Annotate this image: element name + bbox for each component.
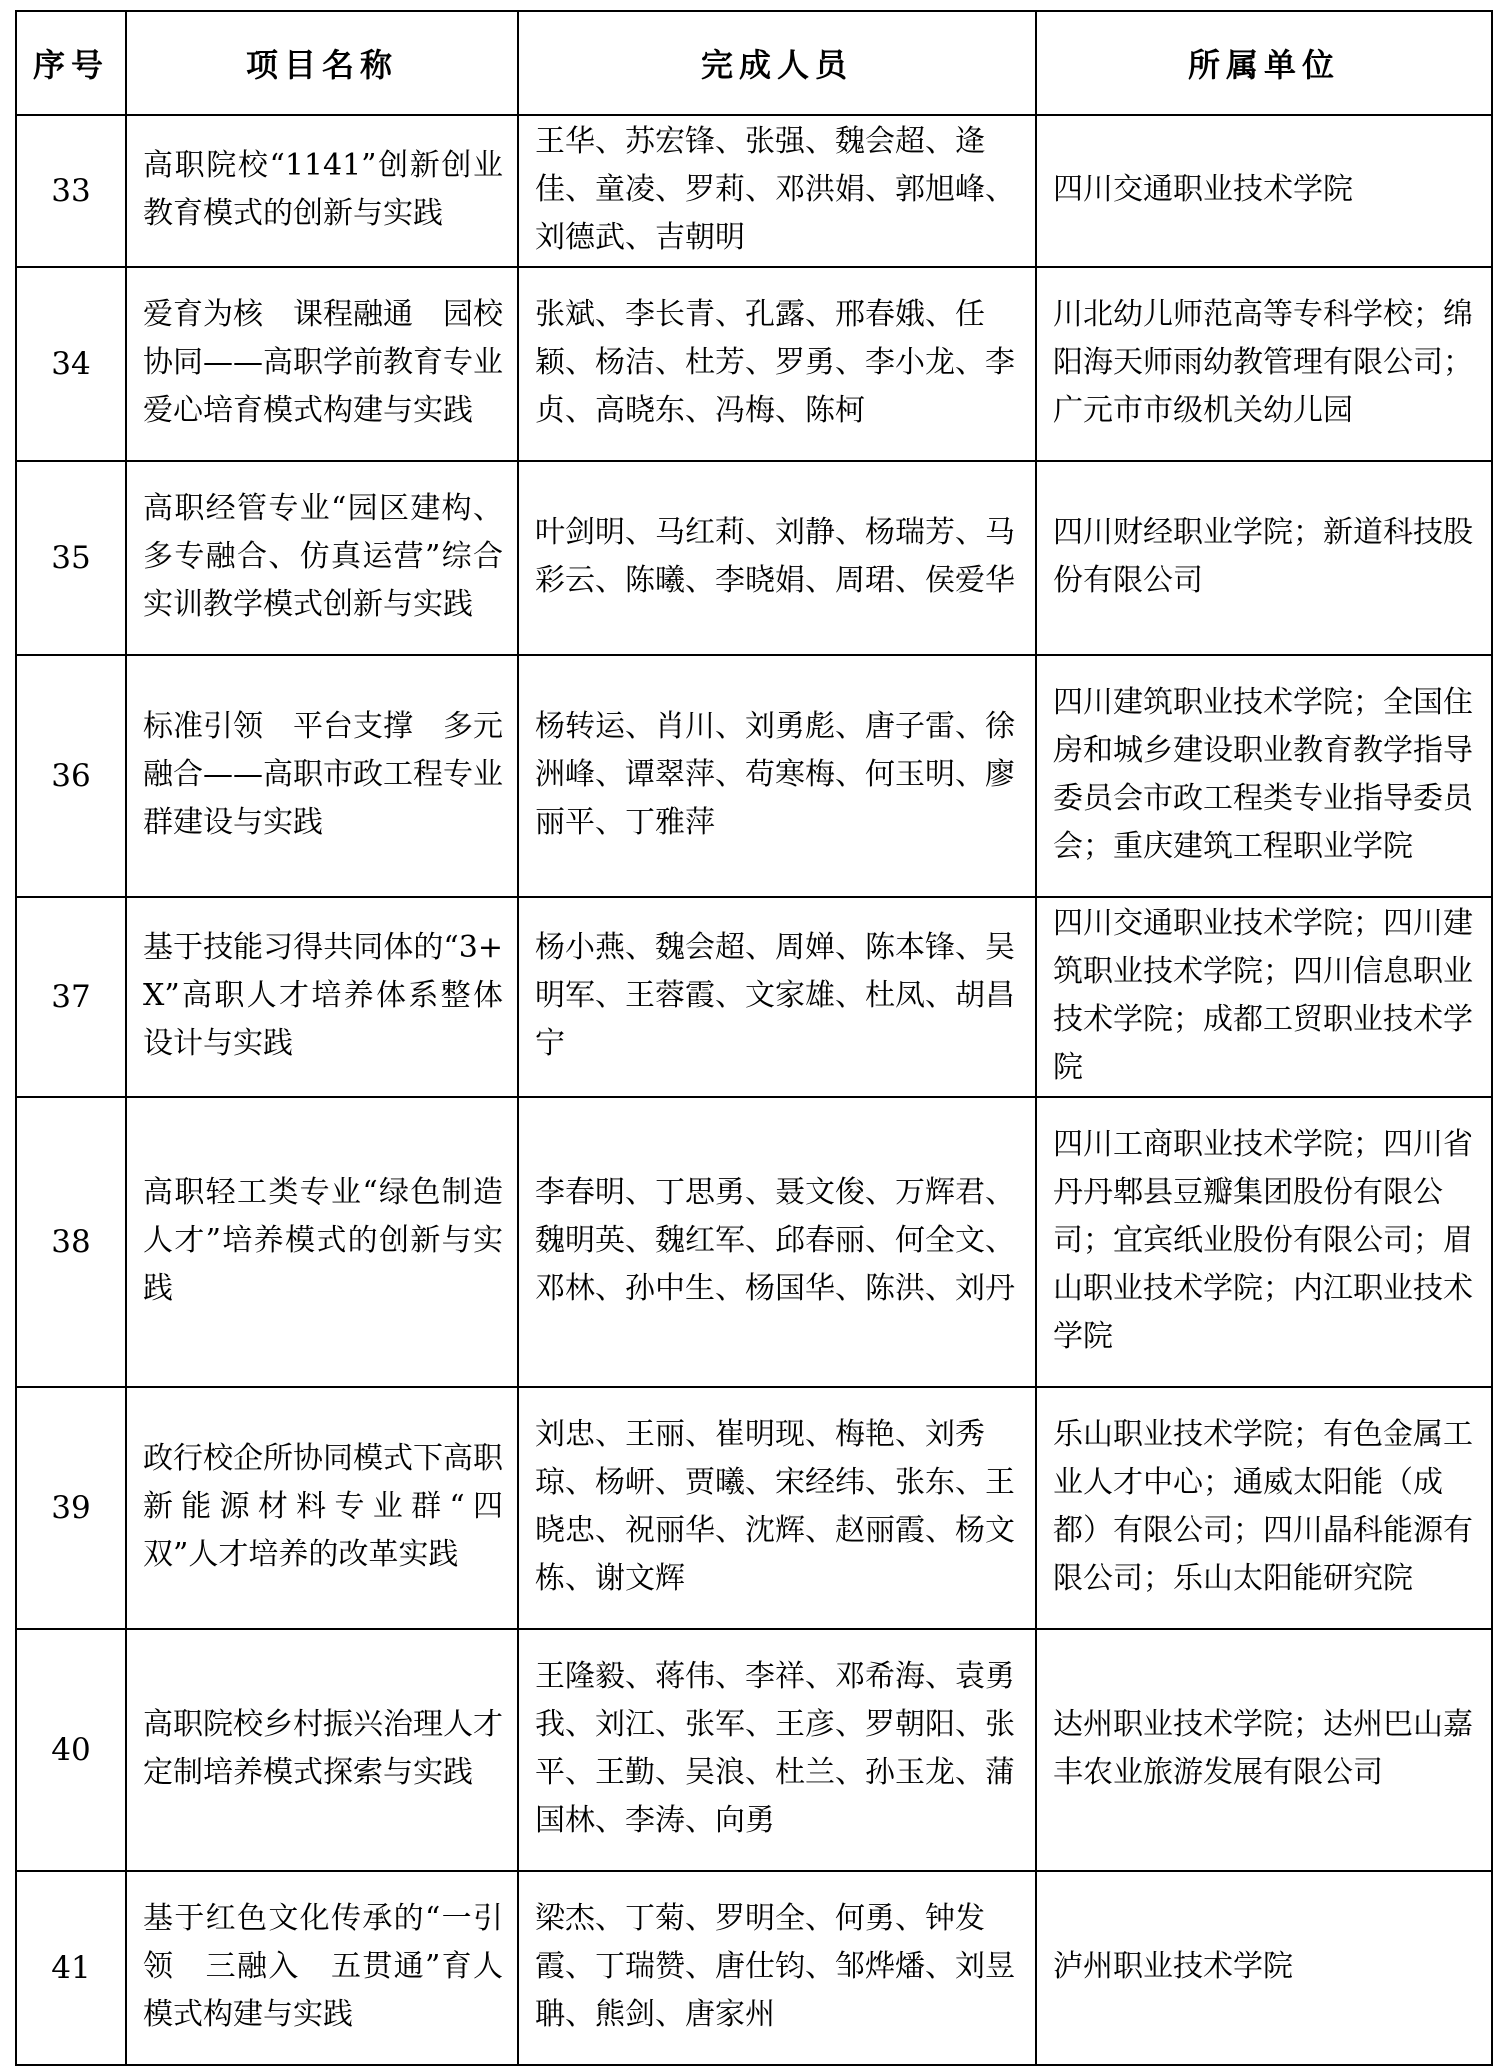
row-index: 36 [16,655,126,897]
header-members: 完成人员 [518,11,1036,115]
unit: 四川建筑职业技术学院；全国住房和城乡建设职业教育教学指导委员会市政工程类专业指导委员会；重庆建筑工程职业学院 [1036,655,1492,897]
project-name: 高职轻工类专业“绿色制造人才”培养模式的创新与实践 [126,1097,518,1387]
table-row [16,1097,1492,1387]
project-name: 爱育为核 课程融通 园校协同——高职学前教育专业爱心培育模式构建与实践 [126,267,518,461]
table-row [16,1629,1492,1871]
project-name: 政行校企所协同模式下高职新能源材料专业群“四双”人才培养的改革实践 [126,1387,518,1629]
unit: 四川交通职业技术学院；四川建筑职业技术学院；四川信息职业技术学院；成都工贸职业技术学院 [1036,897,1492,1097]
members: 李春明、丁思勇、聂文俊、万辉君、魏明英、魏红军、邱春丽、何全文、邓林、孙中生、杨国华、陈洪、刘丹 [518,1097,1036,1387]
table-row [16,897,1492,1097]
members: 杨小燕、魏会超、周婵、陈本锋、吴明军、王蓉霞、文家雄、杜凤、胡昌宁 [518,897,1036,1097]
unit: 四川工商职业技术学院；四川省丹丹郫县豆瓣集团股份有限公司；宜宾纸业股份有限公司；眉山职业技术学院；内江职业技术学院 [1036,1097,1492,1387]
members: 叶剑明、马红莉、刘静、杨瑞芳、马彩云、陈曦、李晓娟、周珺、侯爱华 [518,461,1036,655]
project-name: 基于技能习得共同体的“3+X”高职人才培养体系整体设计与实践 [126,897,518,1097]
header-project-name: 项目名称 [126,11,518,115]
row-index: 40 [16,1629,126,1871]
table-row [16,461,1492,655]
row-index: 38 [16,1097,126,1387]
header-row [16,11,1492,115]
project-name: 高职院校“1141”创新创业教育模式的创新与实践 [126,115,518,267]
table-row [16,1871,1492,2065]
members: 王华、苏宏锋、张强、魏会超、逄佳、童凌、罗莉、邓洪娟、郭旭峰、刘德武、吉朝明 [518,115,1036,267]
unit: 川北幼儿师范高等专科学校；绵阳海天师雨幼教管理有限公司；广元市市级机关幼儿园 [1036,267,1492,461]
row-index: 33 [16,115,126,267]
row-index: 37 [16,897,126,1097]
table-row [16,655,1492,897]
project-name: 高职经管专业“园区建构、多专融合、仿真运营”综合实训教学模式创新与实践 [126,461,518,655]
unit: 四川交通职业技术学院 [1036,115,1492,267]
table-row [16,267,1492,461]
members: 王隆毅、蒋伟、李祥、邓希海、袁勇我、刘江、张军、王彦、罗朝阳、张平、王勤、吴浪、杜兰、孙玉龙、蒲国林、李涛、向勇 [518,1629,1036,1871]
members: 梁杰、丁菊、罗明全、何勇、钟发霞、丁瑞赞、唐仕钧、邹烨燔、刘昱聃、熊剑、唐家州 [518,1871,1036,2065]
document-page [15,10,1491,2058]
table-row [16,115,1492,267]
unit: 乐山职业技术学院；有色金属工业人才中心；通威太阳能（成都）有限公司；四川晶科能源有限公司；乐山太阳能研究院 [1036,1387,1492,1629]
unit: 泸州职业技术学院 [1036,1871,1492,2065]
project-name: 标准引领 平台支撑 多元融合——高职市政工程专业群建设与实践 [126,655,518,897]
project-name: 高职院校乡村振兴治理人才定制培养模式探索与实践 [126,1629,518,1871]
members: 张斌、李长青、孔露、邢春娥、任颖、杨洁、杜芳、罗勇、李小龙、李贞、高晓东、冯梅、陈柯 [518,267,1036,461]
award-table [15,10,1493,2066]
table-row [16,1387,1492,1629]
members: 刘忠、王丽、崔明现、梅艳、刘秀琼、杨岍、贾曦、宋经纬、张东、王晓忠、祝丽华、沈辉、赵丽霞、杨文栋、谢文辉 [518,1387,1036,1629]
row-index: 41 [16,1871,126,2065]
header-unit: 所属单位 [1036,11,1492,115]
members: 杨转运、肖川、刘勇彪、唐子雷、徐洲峰、谭翠萍、苟寒梅、何玉明、廖丽平、丁雅萍 [518,655,1036,897]
unit: 达州职业技术学院；达州巴山嘉丰农业旅游发展有限公司 [1036,1629,1492,1871]
row-index: 39 [16,1387,126,1629]
row-index: 34 [16,267,126,461]
project-name: 基于红色文化传承的“一引领 三融入 五贯通”育人模式构建与实践 [126,1871,518,2065]
unit: 四川财经职业学院；新道科技股份有限公司 [1036,461,1492,655]
row-index: 35 [16,461,126,655]
header-index: 序号 [16,11,126,115]
